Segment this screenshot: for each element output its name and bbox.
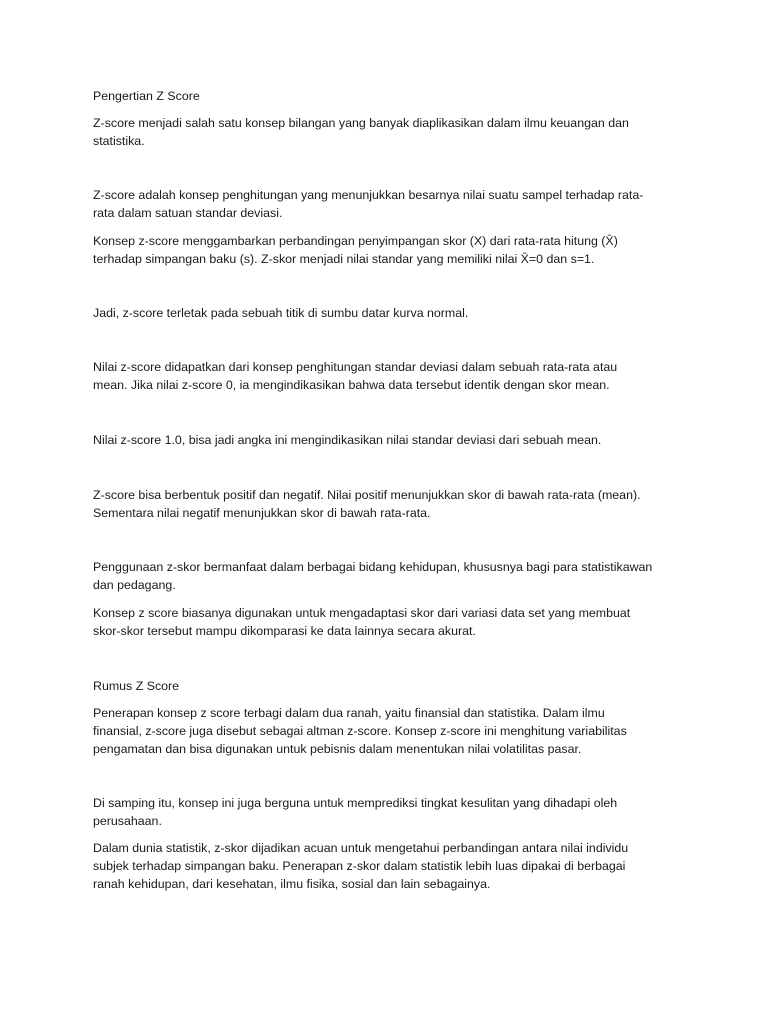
paragraph-sign: Z-score bisa berbentuk positif dan negatif. Nilai positif menunjukkan skor di bawah rata-rata (mean). Sementara nilai negatif menunjukkan skor di bawah rata-rata. xyxy=(93,488,641,520)
paragraph-definition: Z-score adalah konsep penghitungan yang menunjukkan besarnya nilai suatu sampel terhadap rata- rata dalam satuan standar deviasi. xyxy=(93,188,644,220)
paragraph-application: Penerapan konsep z score terbagi dalam dua ranah, yaitu finansial dan statistika. Dalam ilmu finansial, z-score juga disebut sebagai altman z-score. Konsep z-score ini menghitung variabilitas pengamatan dan bisa digunakan untuk pebisnis dalam menentukan nilai volatilitas pasar. xyxy=(93,706,627,756)
paragraph-position: Jadi, z-score terletak pada sebuah titik di sumbu datar kurva normal. xyxy=(93,306,469,320)
heading-rumus-z-score: Rumus Z Score xyxy=(93,679,180,693)
paragraph-derivation: Nilai z-score didapatkan dari konsep penghitungan standar deviasi dalam sebuah rata-rata atau mean. Jika nilai z-score 0, ia mengindikasikan bahwa data tersebut identik dengan skor mean. xyxy=(93,360,618,392)
paragraph-comparison: Konsep z-score menggambarkan perbandingan penyimpangan skor (X) dari rata-rata hitung (X̄) terhadap simpangan baku (s). Z-skor menjadi nilai standar yang memiliki nilai X̄=0 dan s=1. xyxy=(93,234,618,266)
heading-pengertian-z-score: Pengertian Z Score xyxy=(93,89,200,103)
paragraph-adaptation: Konsep z score biasanya digunakan untuk mengadaptasi skor dari variasi data set yang membuat skor-skor tersebut mampu dikomparasi ke data lainnya secara akurat. xyxy=(93,606,631,638)
paragraph-prediction: Di samping itu, konsep ini juga berguna untuk memprediksi tingkat kesulitan yang dihadapi oleh perusahaan. xyxy=(93,796,618,828)
paragraph-usage: Penggunaan z-skor bermanfaat dalam berbagai bidang kehidupan, khususnya bagi para statistikawan dan pedagang. xyxy=(93,560,653,592)
paragraph-value-one: Nilai z-score 1.0, bisa jadi angka ini mengindikasikan nilai standar deviasi dari sebuah mean. xyxy=(93,433,602,447)
paragraph-intro: Z-score menjadi salah satu konsep bilangan yang banyak diaplikasikan dalam ilmu keuangan dan statistika. xyxy=(93,116,629,148)
paragraph-statistics: Dalam dunia statistik, z-skor dijadikan acuan untuk mengetahui perbandingan antara nilai individu subjek terhadap simpangan baku. Penerapan z-skor dalam statistik lebih luas dipakai di berbagai ranah kehidupan, dari kesehatan, ilmu fisika, sosial dan lain sebagainya. xyxy=(93,841,629,891)
